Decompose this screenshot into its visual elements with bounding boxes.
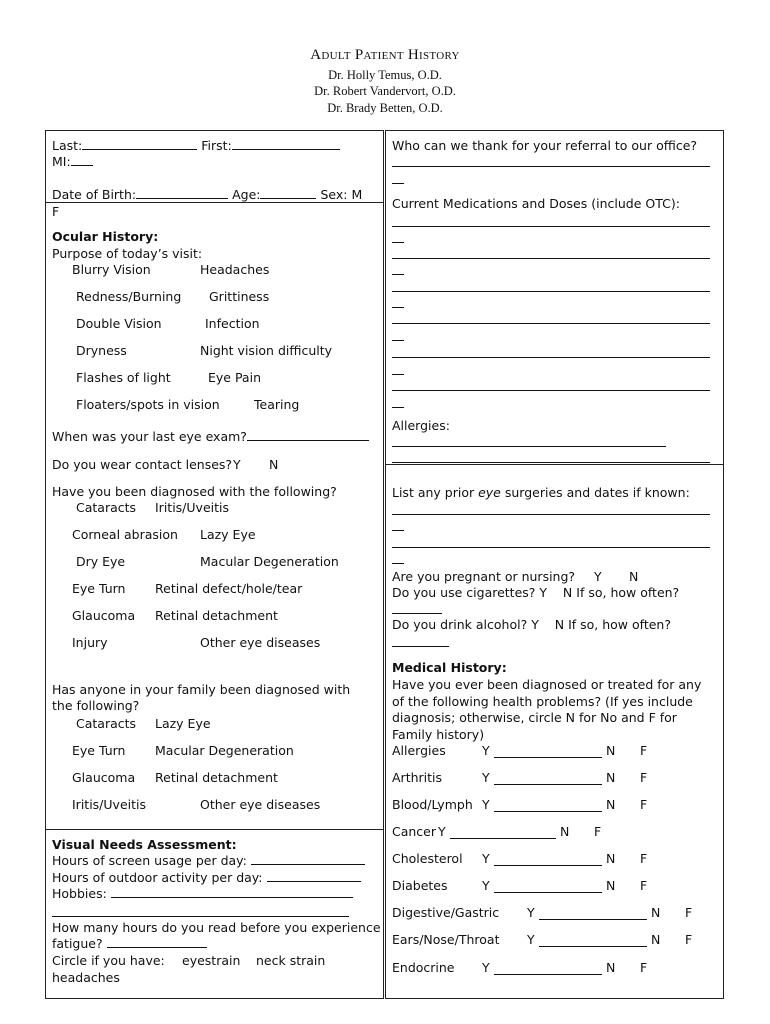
ocular-history-title: Ocular History: — [52, 229, 159, 244]
medications-line[interactable] — [392, 291, 710, 292]
dx-eye-turn[interactable]: Eye Turn — [72, 581, 126, 596]
condition-no[interactable]: N — [651, 905, 661, 920]
name-row — [52, 138, 340, 154]
allergies-label: Allergies: — [392, 418, 450, 433]
option-double-vision[interactable]: Double Vision — [76, 316, 162, 331]
condition-yes[interactable]: Y — [482, 770, 490, 785]
hobbies-field[interactable] — [111, 886, 353, 898]
dob-field[interactable] — [136, 187, 228, 199]
outdoor-hours-row — [52, 870, 361, 886]
medications-question: Current Medications and Doses (include OTC): — [392, 196, 680, 211]
screen-hours-row — [52, 853, 365, 869]
last-name-field[interactable] — [82, 138, 197, 150]
mi-label: MI: — [52, 154, 71, 169]
hobbies-field-line2[interactable] — [52, 916, 349, 917]
doctor-name: Dr. Robert Vandervort, O.D. — [314, 84, 456, 98]
dx-injury[interactable]: Injury — [72, 635, 108, 650]
condition-arthritis: Arthritis — [392, 770, 443, 785]
read-hours-label: How many hours do you read before you experience fatigue? — [52, 920, 381, 951]
option-grittiness[interactable]: Grittiness — [209, 289, 270, 304]
condition-no[interactable]: N — [560, 824, 570, 839]
surgeries-question — [392, 485, 690, 501]
outdoor-hours-label: Hours of outdoor activity per day: — [52, 870, 263, 885]
condition-yes[interactable]: Y — [527, 932, 535, 947]
fam-macular[interactable]: Macular Degeneration — [155, 743, 294, 758]
dx-lazy-eye[interactable]: Lazy Eye — [200, 527, 256, 542]
contacts-no[interactable]: N — [269, 457, 279, 472]
dob-label: Date of Birth: — [52, 187, 137, 202]
last-exam-field[interactable] — [247, 429, 369, 441]
medications-line-end — [392, 242, 404, 243]
condition-no[interactable]: N — [606, 743, 616, 758]
condition-no[interactable]: N — [606, 851, 616, 866]
fam-cataracts[interactable]: Cataracts — [76, 716, 137, 731]
diagnosed-question: Have you been diagnosed with the following? — [52, 484, 337, 499]
option-eye-pain[interactable]: Eye Pain — [208, 370, 261, 385]
condition-detail-field[interactable] — [494, 892, 602, 893]
dx-cataracts[interactable]: Cataracts — [76, 500, 137, 515]
condition-family[interactable]: F — [685, 905, 693, 920]
condition-no[interactable]: N — [606, 797, 616, 812]
pregnant-yes[interactable]: Y — [594, 569, 602, 584]
referral-field[interactable] — [392, 166, 710, 167]
referral-question: Who can we thank for your referral to our office? — [392, 138, 698, 153]
condition-yes[interactable]: Y — [438, 824, 446, 839]
fam-lazy-eye[interactable]: Lazy Eye — [155, 716, 211, 731]
condition-family[interactable]: F — [640, 878, 648, 893]
age-label: Age: — [232, 187, 261, 202]
surgeries-text-end: surgeries and dates if known: — [500, 485, 690, 500]
condition-cholesterol: Cholesterol — [392, 851, 463, 866]
condition-detail-field[interactable] — [494, 784, 602, 785]
condition-no[interactable]: N — [606, 878, 616, 893]
cigarettes-row — [392, 585, 679, 601]
last-exam-label: When was your last eye exam? — [52, 429, 247, 444]
cigarettes-yn[interactable]: Y N — [539, 585, 573, 600]
surgeries-field-end — [392, 530, 404, 531]
alcohol-row — [392, 617, 671, 633]
dx-corneal-abrasion[interactable]: Corneal abrasion — [72, 527, 178, 542]
condition-detail-field[interactable] — [494, 757, 602, 758]
condition-no[interactable]: N — [606, 960, 616, 975]
condition-endocrine: Endocrine — [392, 960, 455, 975]
condition-detail-field[interactable] — [494, 865, 602, 866]
hobbies-label: Hobbies: — [52, 886, 107, 901]
symptom-neck-strain[interactable]: neck strain — [256, 953, 326, 968]
symptom-headaches[interactable]: headaches — [52, 970, 120, 985]
right-column-box — [385, 130, 724, 999]
alcohol-question: Do you drink alcohol? — [392, 617, 528, 632]
dob-row — [52, 187, 362, 203]
dx-retinal-detachment[interactable]: Retinal detachment — [155, 608, 278, 623]
fam-retinal-detachment[interactable]: Retinal detachment — [155, 770, 278, 785]
condition-no[interactable]: N — [606, 770, 616, 785]
condition-diabetes: Diabetes — [392, 878, 448, 893]
condition-yes[interactable]: Y — [527, 905, 535, 920]
option-infection[interactable]: Infection — [205, 316, 260, 331]
mi-field[interactable] — [71, 154, 93, 166]
dx-glaucoma[interactable]: Glaucoma — [72, 608, 136, 623]
screen-hours-label: Hours of screen usage per day: — [52, 853, 247, 868]
fam-glaucoma[interactable]: Glaucoma — [72, 770, 136, 785]
condition-family[interactable]: F — [685, 932, 693, 947]
condition-detail-field[interactable] — [539, 919, 647, 920]
hobbies-row — [52, 886, 353, 902]
age-field[interactable] — [260, 187, 316, 199]
symptom-eyestrain[interactable]: eyestrain — [182, 953, 241, 968]
alcohol-often-field[interactable] — [392, 646, 449, 647]
option-redness-burning[interactable]: Redness/Burning — [76, 289, 182, 304]
read-hours-row — [52, 920, 382, 952]
condition-family[interactable]: F — [640, 743, 648, 758]
condition-yes[interactable]: Y — [482, 743, 490, 758]
cigarettes-question: Do you use cigarettes? — [392, 585, 536, 600]
medications-line[interactable] — [392, 258, 710, 259]
medications-line[interactable] — [392, 226, 710, 227]
referral-field-end — [392, 183, 404, 184]
first-label: First: — [201, 138, 232, 153]
cigarettes-often: If so, how often? — [576, 585, 680, 600]
condition-cancer: Cancer — [392, 824, 437, 839]
divider — [45, 829, 384, 830]
condition-yes[interactable]: Y — [482, 851, 490, 866]
alcohol-yn[interactable]: Y N — [531, 617, 565, 632]
medical-intro: Have you ever been diagnosed or treated for any of the following health problems? (If yes include diagnosis; otherwise, circle N for No and F for Family history) — [392, 677, 702, 742]
surgeries-text: List any prior — [392, 485, 479, 500]
allergies-field[interactable] — [392, 462, 710, 463]
condition-ent: Ears/Nose/Throat — [392, 932, 500, 947]
condition-detail-field[interactable] — [539, 946, 647, 947]
condition-blood-lymph: Blood/Lymph — [392, 797, 473, 812]
pregnant-no[interactable]: N — [629, 569, 639, 584]
visual-needs-title: Visual Needs Assessment: — [52, 837, 237, 852]
allergies-field[interactable] — [392, 446, 666, 447]
option-dryness[interactable]: Dryness — [76, 343, 127, 358]
last-label: Last: — [52, 138, 83, 153]
option-blurry-vision[interactable]: Blurry Vision — [72, 262, 151, 277]
read-hours-field[interactable] — [107, 936, 207, 948]
option-tearing[interactable]: Tearing — [254, 397, 300, 412]
medications-line-end — [392, 407, 404, 408]
dx-iritis[interactable]: Iritis/Uveitis — [155, 500, 229, 515]
medications-line-end — [392, 374, 404, 375]
medications-line-end — [392, 340, 404, 341]
doctor-name: Dr. Holly Temus, O.D. — [328, 68, 442, 82]
condition-family[interactable]: F — [594, 824, 602, 839]
alcohol-often: If so, how often? — [568, 617, 671, 632]
medications-line-end — [392, 274, 404, 275]
medications-line-end — [392, 307, 404, 308]
contacts-yes[interactable]: Y — [233, 457, 241, 472]
surgeries-field[interactable] — [392, 514, 710, 515]
pregnant-question: Are you pregnant or nursing? — [392, 569, 576, 584]
cigarettes-often-field[interactable] — [392, 613, 442, 614]
contacts-question: Do you wear contact lenses? — [52, 457, 233, 472]
option-headaches[interactable]: Headaches — [200, 262, 270, 277]
option-floaters[interactable]: Floaters/spots in vision — [76, 397, 220, 412]
medications-line[interactable] — [392, 390, 710, 391]
form-title: Adult Patient History — [310, 47, 460, 63]
condition-detail-field[interactable] — [494, 974, 602, 975]
circle-label: Circle if you have: — [52, 953, 165, 968]
surgeries-eye: eye — [478, 485, 501, 500]
family-question: Has anyone in your family been diagnosed with the following? — [52, 682, 351, 713]
first-name-field[interactable] — [232, 138, 340, 150]
medications-line[interactable] — [392, 357, 710, 358]
condition-allergies: Allergies — [392, 743, 446, 758]
sex-f-option[interactable]: F — [52, 204, 60, 219]
mi-row — [52, 154, 93, 170]
condition-yes[interactable]: Y — [482, 797, 490, 812]
fam-iritis[interactable]: Iritis/Uveitis — [72, 797, 146, 812]
dx-dry-eye[interactable]: Dry Eye — [76, 554, 126, 569]
fam-other[interactable]: Other eye diseases — [200, 797, 321, 812]
dx-macular[interactable]: Macular Degeneration — [200, 554, 339, 569]
condition-detail-field[interactable] — [450, 838, 556, 839]
surgeries-field-end — [392, 563, 404, 564]
condition-family[interactable]: F — [640, 960, 648, 975]
last-exam-row — [52, 429, 369, 445]
option-flashes[interactable]: Flashes of light — [76, 370, 171, 385]
condition-yes[interactable]: Y — [482, 878, 490, 893]
sex-label[interactable]: Sex: M — [320, 187, 363, 202]
medical-history-title: Medical History: — [392, 660, 507, 675]
condition-digestive: Digestive/Gastric — [392, 905, 500, 920]
divider — [385, 464, 724, 465]
screen-hours-field[interactable] — [251, 853, 365, 865]
condition-yes[interactable]: Y — [482, 960, 490, 975]
doctor-name: Dr. Brady Betten, O.D. — [327, 101, 443, 115]
dx-retinal-defect[interactable]: Retinal defect/hole/tear — [155, 581, 303, 596]
surgeries-field[interactable] — [392, 547, 710, 548]
condition-family[interactable]: F — [640, 851, 648, 866]
outdoor-hours-field[interactable] — [267, 870, 361, 882]
condition-detail-field[interactable] — [494, 811, 602, 812]
purpose-label: Purpose of today’s visit: — [52, 246, 203, 261]
fam-eye-turn[interactable]: Eye Turn — [72, 743, 126, 758]
condition-family[interactable]: F — [640, 797, 648, 812]
condition-no[interactable]: N — [651, 932, 661, 947]
condition-family[interactable]: F — [640, 770, 648, 785]
dx-other[interactable]: Other eye diseases — [200, 635, 321, 650]
medications-line[interactable] — [392, 323, 710, 324]
option-night-vision[interactable]: Night vision difficulty — [200, 343, 333, 358]
